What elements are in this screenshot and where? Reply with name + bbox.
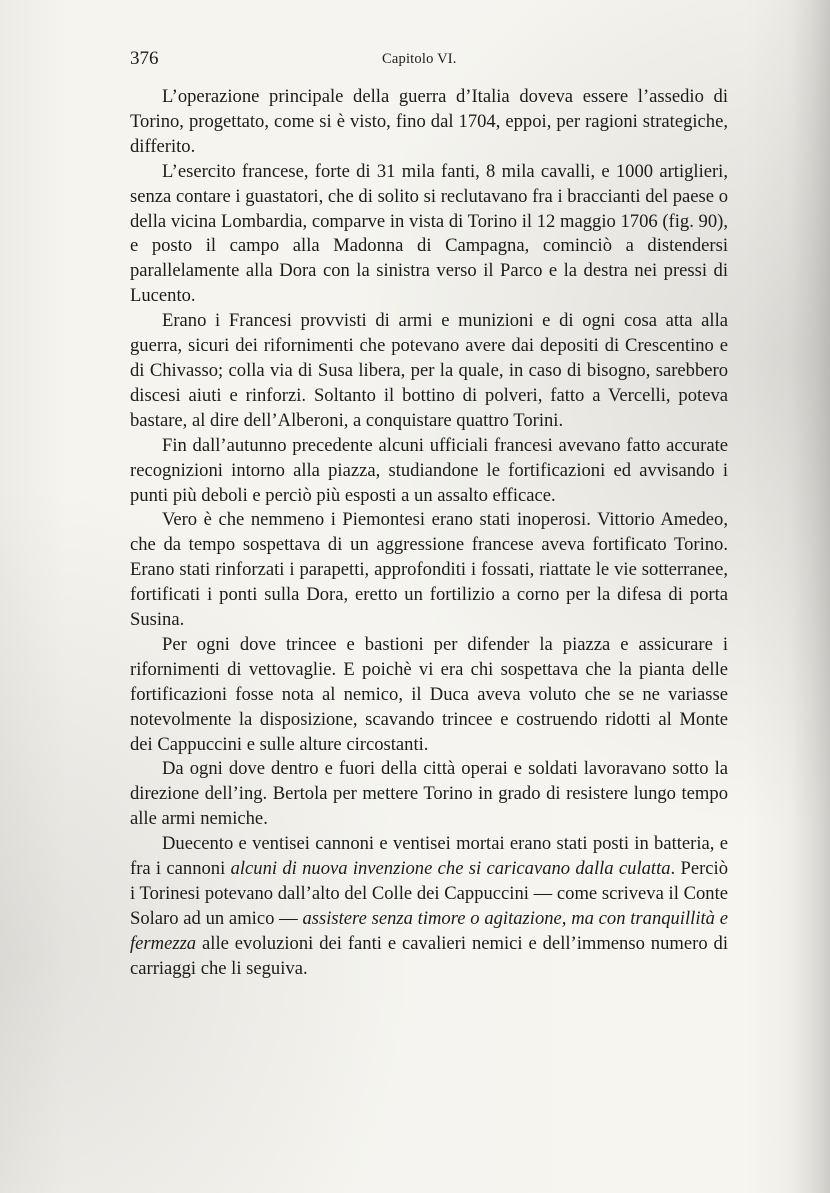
page-number: 376 xyxy=(130,48,159,69)
page-header xyxy=(130,48,730,72)
paragraph xyxy=(130,633,728,758)
text-run: Duecento e ventisei cannoni e ventisei mortai erano stati posti in batteria, e fra i cannoni xyxy=(130,833,728,880)
text-run: L’operazione principale della guerra d’Italia doveva essere l’assedio di Torino, progettato, come si è visto, fino dal 1704, eppoi, per ragioni strategiche, differito. xyxy=(130,86,728,157)
body-text xyxy=(130,85,728,982)
text-run: Per ogni dove trincee e bastioni per difender la piazza e assicurare i rifornimenti di vettovaglie. E poichè vi era chi sospettava che la pianta delle fortificazioni fosse nota al nemico, il Duca aveva voluto che se ne variasse notevolmente la disposizione, scavando trincee e costruendo ridotti al Monte dei Cappuccini e sulle alture circostanti. xyxy=(130,633,728,755)
paragraph xyxy=(130,309,728,434)
chapter-title: Capitolo VI. xyxy=(382,51,457,67)
paragraph xyxy=(130,434,728,509)
page-edge-shadow xyxy=(790,0,830,1193)
text-run: . Perciò i Torinesi potevano dall’alto del Colle dei Cappuccini — come scriveva il Conte Solaro ad un amico — xyxy=(130,858,728,929)
paragraph xyxy=(130,508,728,633)
italic-text-run: alcuni di nuova invenzione che si caricavano dalla culatta xyxy=(230,858,671,880)
paragraph xyxy=(130,832,728,981)
text-run: Da ogni dove dentro e fuori della città operai e soldati lavoravano sotto la direzione dell’ing. Bertola per mettere Torino in grado di resistere lungo tempo alle armi nemiche. xyxy=(130,758,728,830)
paragraph xyxy=(130,160,728,309)
paragraph xyxy=(130,85,728,160)
text-run: L’esercito francese, forte di 31 mila fanti, 8 mila cavalli, e 1000 artiglieri, senza contare i guastatori, che di solito si reclutavano fra i braccianti del paese o della vicina Lombardia, comparve in vista di Torino il 12 maggio 1706 (fig. 90), e posto il campo alla Madonna di Campagna, cominciò a distendersi parallelamente alla Dora con la sinistra verso il Parco e la destra nei pressi di Lucento. xyxy=(130,160,728,307)
paragraph xyxy=(130,757,728,832)
text-run: Fin dall’autunno precedente alcuni ufficiali francesi avevano fatto accurate recognizioni intorno alla piazza, studiandone le fortificazioni ed avvisando i punti più deboli e perciò più esposti a un assalto efficace. xyxy=(130,434,728,506)
text-run: Vero è che nemmeno i Piemontesi erano stati inoperosi. Vittorio Amedeo, che da tempo sospettava di un aggressione francese aveva fortificato Torino. Erano stati rinforzati i parapetti, approfonditi i fossati, riattate le vie sotterranee, fortificati i ponti sulla Dora, eretto un fortilizio a corno per la difesa di porta Susina. xyxy=(130,509,728,631)
italic-text-run: assistere senza timore o agitazione, ma con tranquillità e fermezza xyxy=(130,907,728,954)
text-run: alle evoluzioni dei fanti e cavalieri nemici e dell’immenso numero di carriaggi che li seguiva. xyxy=(130,932,728,979)
text-run: Erano i Francesi provvisti di armi e munizioni e di ogni cosa atta alla guerra, sicuri dei rifornimenti che potevano avere dai depositi di Crescentino e di Chivasso; colla via di Susa libera, per la quale, in caso di bisogno, sarebbero discesi aiuti e rinforzi. Soltanto il bottino di polveri, fatto a Vercelli, poteva bastare, al dire dell’Alberoni, a conquistare quattro Torini. xyxy=(130,310,728,431)
